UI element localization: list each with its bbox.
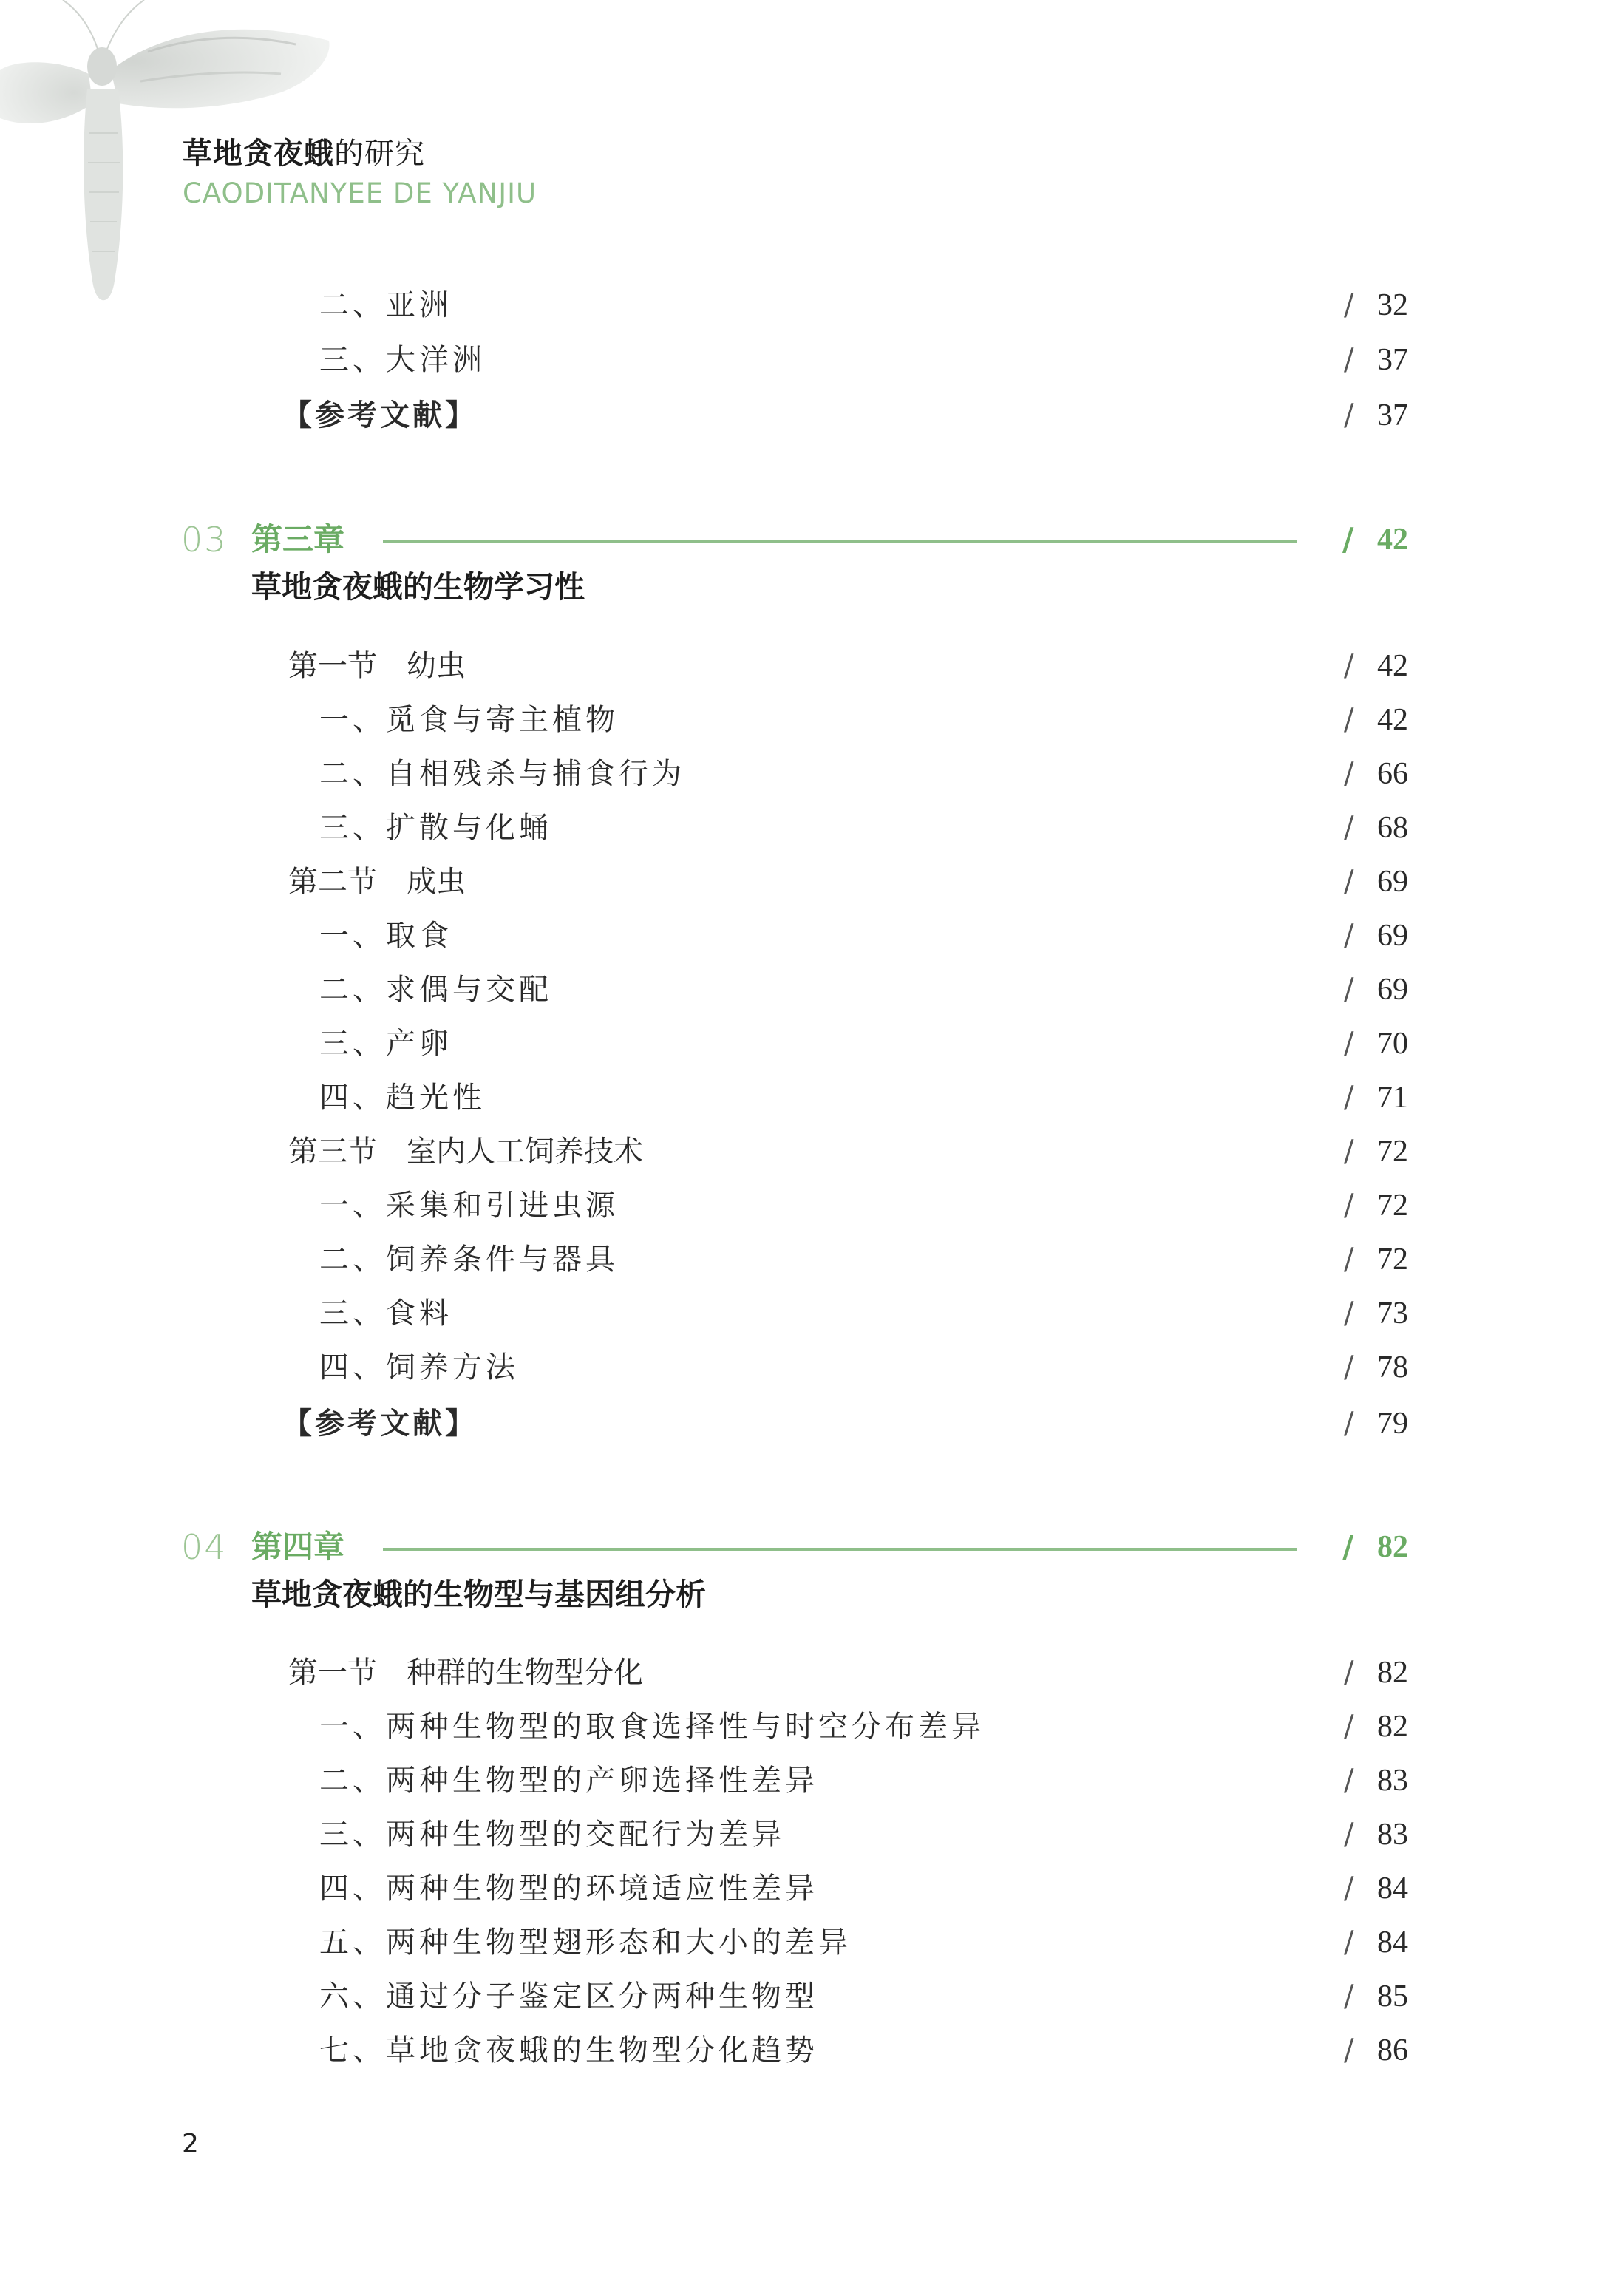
book-title — [183, 130, 425, 172]
toc-item-label: 三、扩散与化蛹 — [319, 811, 552, 845]
toc-page-number: 83 — [1377, 1764, 1408, 1798]
toc-page-number: 78 — [1377, 1350, 1408, 1384]
page-separator: / — [1344, 919, 1354, 953]
toc-page-number: 42 — [1377, 703, 1408, 737]
toc-item-label: 三、食料 — [319, 1297, 452, 1331]
page-separator: / — [1344, 1872, 1354, 1906]
toc-page-number: 69 — [1377, 919, 1408, 953]
toc-page-number: 79 — [1377, 1407, 1408, 1441]
chapter-page-number: 42 — [1377, 523, 1408, 557]
page-separator: / — [1344, 1027, 1354, 1061]
chapter-subtitle: 草地贪夜蛾的生物型与基因组分析 — [251, 1577, 706, 1612]
page-separator: / — [1344, 288, 1354, 322]
book-title-suffix: 的研究 — [334, 137, 425, 171]
chapter-page-number: 82 — [1377, 1530, 1408, 1564]
page-separator: / — [1344, 343, 1354, 377]
toc-item-label: 四、饲养方法 — [319, 1350, 519, 1384]
toc-item-label: 三、产卵 — [319, 1027, 452, 1061]
page-separator: / — [1344, 1297, 1354, 1331]
toc-item[interactable] — [0, 338, 1624, 382]
book-title-pinyin: CAODITANYEE DE YANJIU — [183, 177, 537, 209]
toc-item-label: 一、取食 — [319, 919, 452, 953]
toc-item-label: 二、两种生物型的产卵选择性差异 — [319, 1764, 818, 1798]
toc-item[interactable] — [0, 1345, 1624, 1390]
toc-section-label: 第二节 成虫 — [288, 865, 466, 899]
page-separator: / — [1344, 1980, 1354, 2014]
toc-item[interactable] — [0, 806, 1624, 850]
toc-references[interactable] — [0, 1401, 1624, 1446]
page-separator: / — [1344, 703, 1354, 737]
toc-item[interactable] — [0, 1022, 1624, 1066]
page-separator: / — [1344, 811, 1354, 845]
page-separator: / — [1344, 757, 1354, 791]
page-separator: / — [1344, 1189, 1354, 1223]
page-number: 2 — [182, 2129, 199, 2159]
toc-item[interactable] — [0, 752, 1624, 796]
toc-page-number: 69 — [1377, 865, 1408, 899]
toc-item[interactable] — [0, 1920, 1624, 1965]
page-separator: / — [1344, 1818, 1354, 1852]
toc-item[interactable] — [0, 2028, 1624, 2073]
toc-page-number: 86 — [1377, 2033, 1408, 2067]
page-separator: / — [1342, 1529, 1354, 1565]
toc-page-number: 69 — [1377, 973, 1408, 1007]
toc-item-label: 二、自相残杀与捕食行为 — [319, 757, 685, 791]
toc-section-label: 第一节 种群的生物型分化 — [288, 1656, 643, 1690]
chapter-heading-4[interactable] — [0, 1521, 1624, 1573]
toc-page-number: 66 — [1377, 757, 1408, 791]
toc-item-label: 四、两种生物型的环境适应性差异 — [319, 1872, 818, 1906]
toc-item-label: 二、亚洲 — [319, 288, 452, 322]
chapter-name: 第四章 — [251, 1529, 345, 1565]
toc-item-label: 一、采集和引进虫源 — [319, 1189, 619, 1223]
toc-item-label: 二、饲养条件与器具 — [319, 1243, 619, 1277]
toc-item[interactable] — [0, 1291, 1624, 1336]
toc-item-label: 四、趋光性 — [319, 1081, 486, 1115]
toc-page-number: 32 — [1377, 288, 1408, 322]
toc-page-number: 42 — [1377, 649, 1408, 683]
page-separator: / — [1344, 2033, 1354, 2067]
toc-item[interactable] — [0, 1075, 1624, 1120]
book-title-main: 草地贪夜蛾 — [183, 137, 334, 171]
chapter-heading-3[interactable] — [0, 514, 1624, 565]
toc-item[interactable] — [0, 1974, 1624, 2019]
toc-item[interactable] — [0, 1183, 1624, 1228]
toc-page-number: 70 — [1377, 1027, 1408, 1061]
toc-page-number: 82 — [1377, 1710, 1408, 1744]
chapter-rule — [383, 1548, 1297, 1551]
chapter-name: 第三章 — [251, 521, 345, 557]
toc-item[interactable] — [0, 968, 1624, 1012]
toc-item-label: 六、通过分子鉴定区分两种生物型 — [319, 1980, 818, 2014]
page-separator: / — [1344, 1135, 1354, 1169]
toc-item[interactable] — [0, 1758, 1624, 1803]
page-separator: / — [1344, 1656, 1354, 1690]
toc-item-label: 三、大洋洲 — [319, 343, 486, 377]
toc-section-label: 第三节 室内人工饲养技术 — [288, 1135, 643, 1169]
toc-item[interactable] — [0, 1705, 1624, 1749]
page-separator: / — [1344, 1243, 1354, 1277]
toc-page-number: 68 — [1377, 811, 1408, 845]
toc-page-number: 73 — [1377, 1297, 1408, 1331]
page-separator: / — [1344, 1407, 1354, 1441]
page-separator: / — [1344, 1081, 1354, 1115]
toc-item-label: 一、觅食与寄主植物 — [319, 703, 619, 737]
toc-item[interactable] — [0, 283, 1624, 327]
toc-section[interactable] — [0, 1129, 1624, 1174]
page-separator: / — [1344, 973, 1354, 1007]
chapter-rule — [383, 540, 1297, 543]
toc-section[interactable] — [0, 860, 1624, 904]
chapter-number: 03 — [181, 520, 228, 560]
toc-section-label: 第一节 幼虫 — [288, 649, 466, 683]
toc-page-number: 37 — [1377, 343, 1408, 377]
page-separator: / — [1342, 521, 1354, 557]
chapter-number: 04 — [181, 1527, 228, 1567]
toc-section[interactable] — [0, 1651, 1624, 1695]
toc-item[interactable] — [0, 914, 1624, 958]
page-separator: / — [1344, 1350, 1354, 1384]
toc-item[interactable] — [0, 1812, 1624, 1857]
toc-item[interactable] — [0, 698, 1624, 742]
toc-item-label: 五、两种生物型翅形态和大小的差异 — [319, 1926, 852, 1960]
toc-page-number: 84 — [1377, 1926, 1408, 1960]
toc-item-label: 三、两种生物型的交配行为差异 — [319, 1818, 785, 1852]
toc-page-number: 85 — [1377, 1980, 1408, 2014]
chapter-subtitle: 草地贪夜蛾的生物学习性 — [251, 569, 585, 605]
toc-item-label: 二、求偶与交配 — [319, 973, 552, 1007]
page-separator: / — [1344, 649, 1354, 683]
page-separator: / — [1344, 1926, 1354, 1960]
toc-page-number: 72 — [1377, 1243, 1408, 1277]
page-separator: / — [1344, 1710, 1354, 1744]
toc-references-label: 【参考文献】 — [282, 398, 478, 432]
toc-page-number: 71 — [1377, 1081, 1408, 1115]
toc-section[interactable] — [0, 644, 1624, 688]
toc-item[interactable] — [0, 1866, 1624, 1911]
page-separator: / — [1344, 865, 1354, 899]
toc-references[interactable] — [0, 393, 1624, 438]
toc-page-number: 82 — [1377, 1656, 1408, 1690]
toc-item-label: 一、两种生物型的取食选择性与时空分布差异 — [319, 1710, 985, 1744]
toc-page-number: 37 — [1377, 398, 1408, 432]
toc-references-label: 【参考文献】 — [282, 1406, 478, 1441]
toc-item-label: 七、草地贪夜蛾的生物型分化趋势 — [319, 2033, 818, 2067]
page-separator: / — [1344, 1764, 1354, 1798]
toc-page-number: 72 — [1377, 1189, 1408, 1223]
toc-page-number: 84 — [1377, 1872, 1408, 1906]
toc-page-number: 83 — [1377, 1818, 1408, 1852]
toc-item[interactable] — [0, 1237, 1624, 1282]
toc-page-number: 72 — [1377, 1135, 1408, 1169]
page-separator: / — [1344, 398, 1354, 432]
